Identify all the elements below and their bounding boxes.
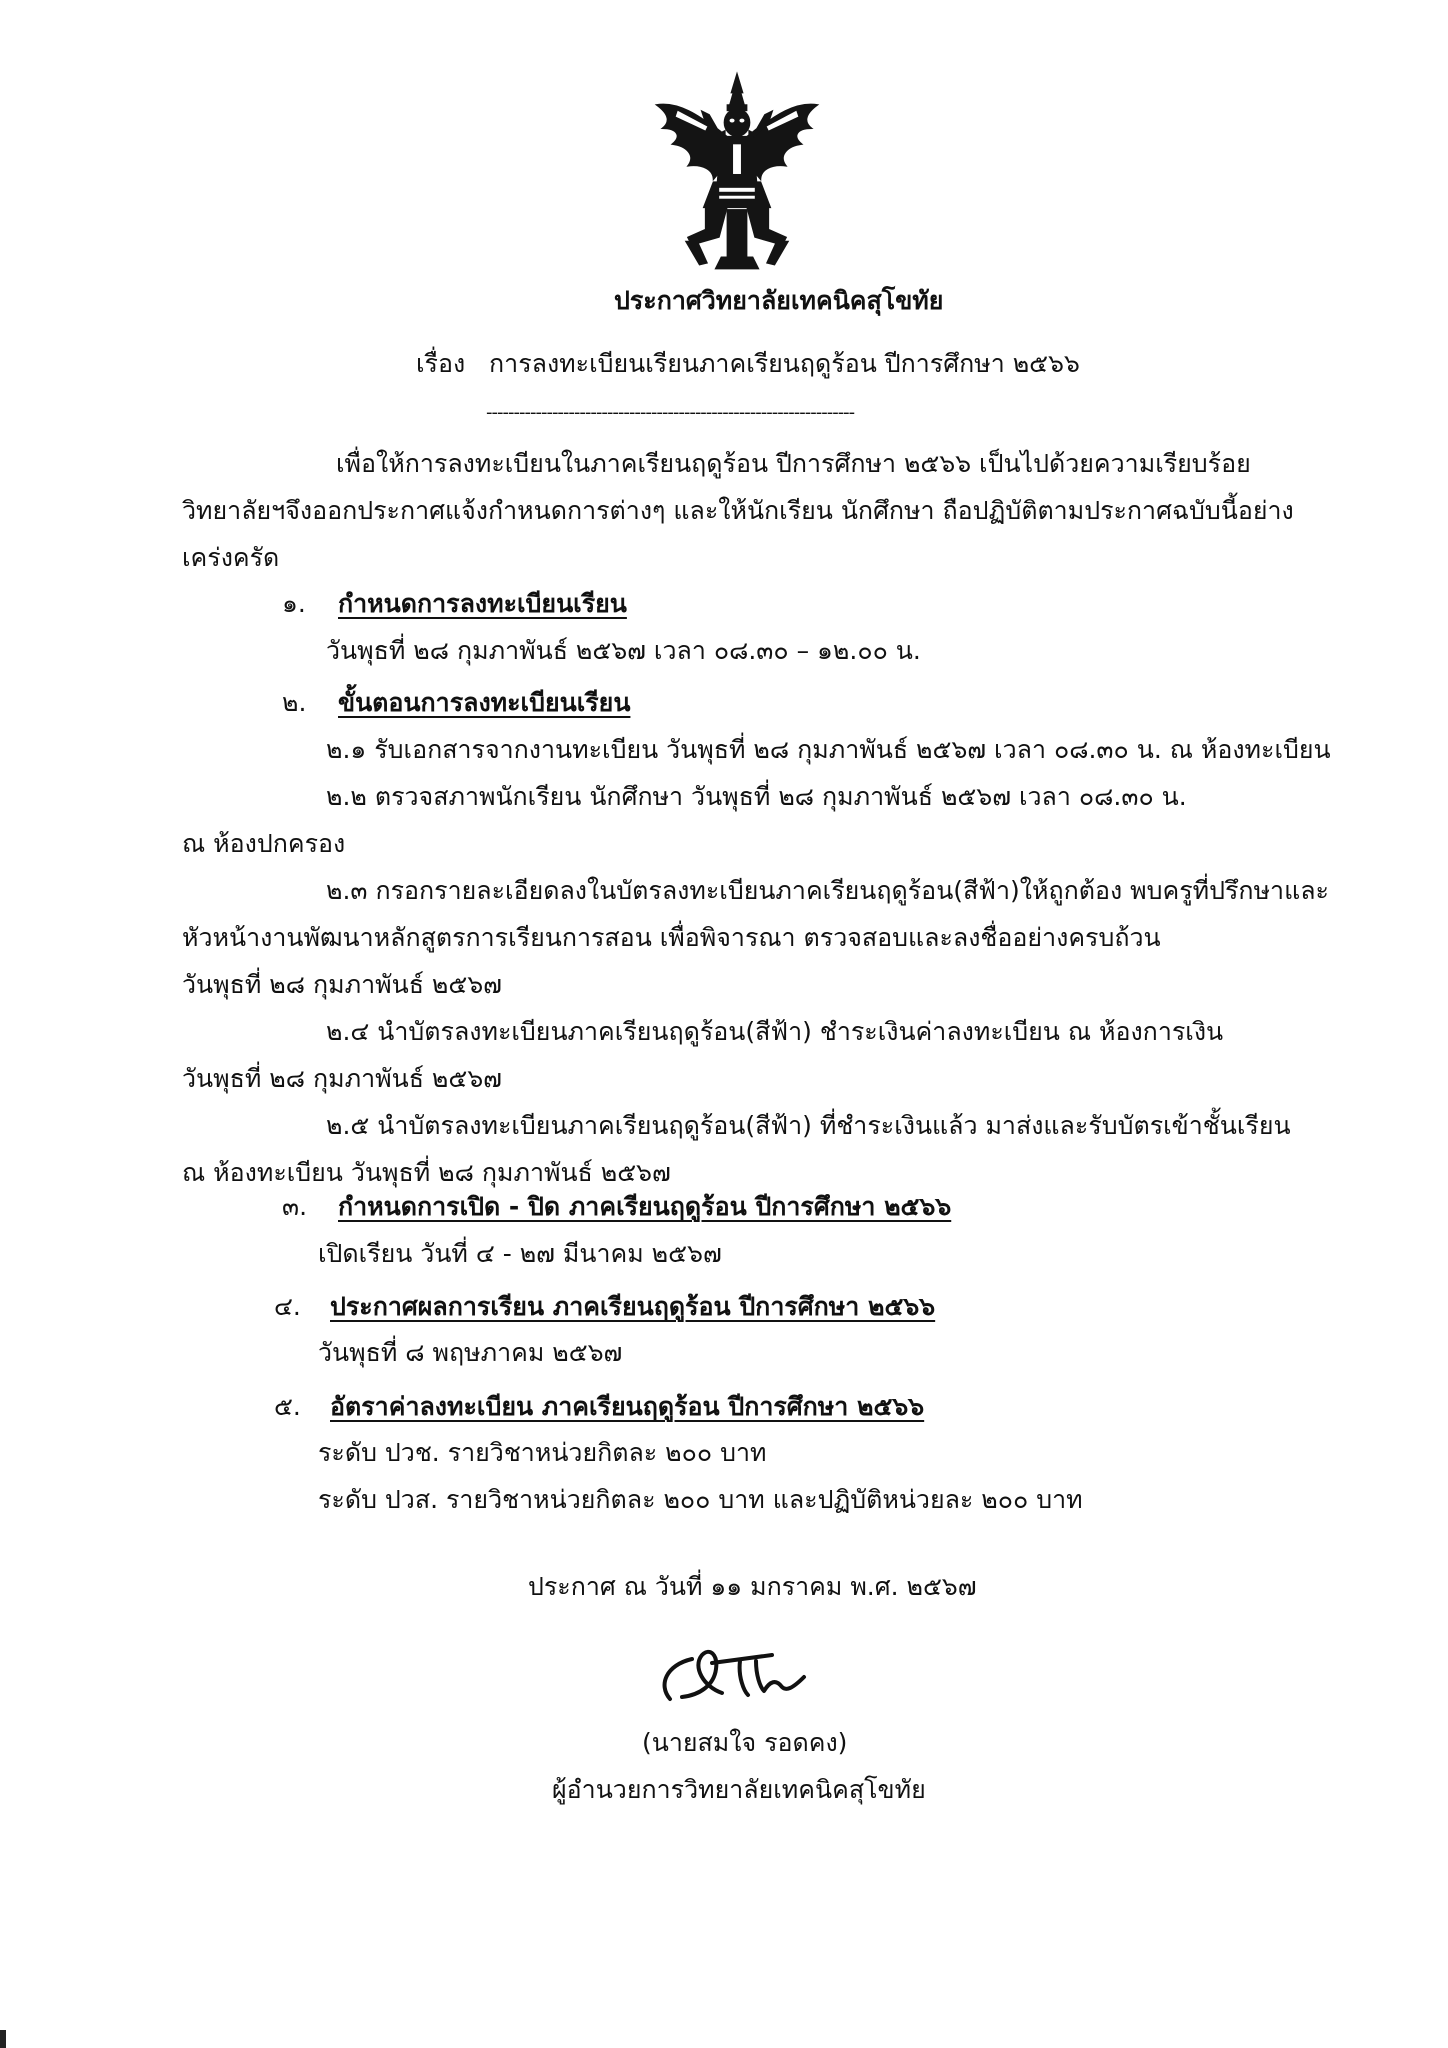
section-4-number: ๔.	[274, 1292, 301, 1321]
section-4-detail: วันพุธที่ ๘ พฤษภาคม ๒๕๖๗	[318, 1338, 623, 1367]
intro-line-2: วิทยาลัยฯจึงออกประกาศแจ้งกำหนดการต่างๆ และให้นักเรียน นักศึกษา ถือปฏิบัติตามประกาศฉบับนี้อย่าง	[182, 496, 1294, 525]
section-5-title: อัตราค่าลงทะเบียน ภาคเรียนฤดูร้อน ปีการศึกษา ๒๕๖๖	[330, 1392, 925, 1421]
section-2-number: ๒.	[282, 688, 307, 717]
section-3-detail: เปิดเรียน วันที่ ๔ - ๒๗ มีนาคม ๒๕๖๗	[318, 1239, 722, 1268]
section-1-title: กำหนดการลงทะเบียนเรียน	[338, 589, 627, 618]
section-5-fee-high-vocational: ระดับ ปวส. รายวิชาหน่วยกิตละ ๒๐๐ บาท และปฏิบัติหน่วยละ ๒๐๐ บาท	[318, 1485, 1083, 1514]
section-5-fee-vocational: ระดับ ปวช. รายวิชาหน่วยกิตละ ๒๐๐ บาท	[318, 1438, 767, 1467]
step-2-3-cont-1: หัวหน้างานพัฒนาหลักสูตรการเรียนการสอน เพื่อพิจารณา ตรวจสอบและลงชื่ออย่างครบถ้วน	[182, 923, 1161, 952]
announce-date: ประกาศ ณ วันที่ ๑๑ มกราคม พ.ศ. ๒๕๖๗	[528, 1572, 977, 1601]
scan-edge-mark	[0, 2030, 6, 2048]
section-3-heading	[282, 1190, 951, 1224]
subject-text: การลงทะเบียนเรียนภาคเรียนฤดูร้อน ปีการศึกษา ๒๕๖๖	[489, 349, 1080, 378]
step-2-5-cont: ณ ห้องทะเบียน วันพุธที่ ๒๘ กุมภาพันธ์ ๒๕๖๗	[182, 1158, 671, 1187]
section-1-detail: วันพุธที่ ๒๘ กุมภาพันธ์ ๒๕๖๗ เวลา ๐๘.๓๐ – ๑๒.๐๐ น.	[326, 636, 921, 665]
section-2-title: ขั้นตอนการลงทะเบียนเรียน	[338, 688, 631, 717]
section-4-heading	[274, 1290, 935, 1324]
subject-line	[416, 347, 1080, 381]
section-2-heading	[282, 686, 630, 720]
step-2-2: ๒.๒ ตรวจสภาพนักเรียน นักศึกษา วันพุธที่ ๒๘ กุมภาพันธ์ ๒๕๖๗ เวลา ๐๘.๓๐ น.	[326, 782, 1187, 811]
section-5-number: ๕.	[274, 1392, 301, 1421]
header-divider: -------------------------------------------------------------------	[486, 402, 855, 423]
signature-icon	[652, 1625, 822, 1720]
step-2-3-cont-2: วันพุธที่ ๒๘ กุมภาพันธ์ ๒๕๖๗	[182, 970, 502, 999]
section-3-title: กำหนดการเปิด - ปิด ภาคเรียนฤดูร้อน ปีการศึกษา ๒๕๖๖	[338, 1192, 952, 1221]
section-4-title: ประกาศผลการเรียน ภาคเรียนฤดูร้อน ปีการศึกษา ๒๕๖๖	[330, 1292, 936, 1321]
document-title: ประกาศวิทยาลัยเทคนิคสุโขทัย	[614, 286, 944, 315]
garuda-emblem-icon	[648, 70, 826, 275]
step-2-5: ๒.๕ นำบัตรลงทะเบียนภาคเรียนฤดูร้อน(สีฟ้า) ที่ชำระเงินแล้ว มาส่งและรับบัตรเข้าชั้นเรียน	[326, 1111, 1291, 1140]
intro-line-3: เคร่งครัด	[182, 543, 280, 572]
signer-position: ผู้อำนวยการวิทยาลัยเทคนิคสุโขทัย	[552, 1775, 926, 1804]
subject-label: เรื่อง	[416, 349, 466, 378]
step-2-4-cont: วันพุธที่ ๒๘ กุมภาพันธ์ ๒๕๖๗	[182, 1064, 502, 1093]
step-2-4: ๒.๔ นำบัตรลงทะเบียนภาคเรียนฤดูร้อน(สีฟ้า) ชำระเงินค่าลงทะเบียน ณ ห้องการเงิน	[326, 1017, 1224, 1046]
step-2-3: ๒.๓ กรอกรายละเอียดลงในบัตรลงทะเบียนภาคเรียนฤดูร้อน(สีฟ้า)ให้ถูกต้อง พบครูที่ปรึกษาและ	[326, 876, 1329, 905]
section-3-number: ๓.	[282, 1192, 308, 1221]
section-1-heading	[282, 587, 627, 621]
section-5-heading	[274, 1390, 924, 1424]
section-1-number: ๑.	[282, 589, 306, 618]
step-2-2-cont: ณ ห้องปกครอง	[182, 829, 346, 858]
signer-name: (นายสมใจ รอดคง)	[642, 1728, 848, 1757]
intro-line-1: เพื่อให้การลงทะเบียนในภาคเรียนฤดูร้อน ปีการศึกษา ๒๕๖๖ เป็นไปด้วยความเรียบร้อย	[336, 449, 1251, 478]
step-2-1: ๒.๑ รับเอกสารจากงานทะเบียน วันพุธที่ ๒๘ กุมภาพันธ์ ๒๕๖๗ เวลา ๐๘.๓๐ น. ณ ห้องทะเบียน	[326, 735, 1331, 764]
